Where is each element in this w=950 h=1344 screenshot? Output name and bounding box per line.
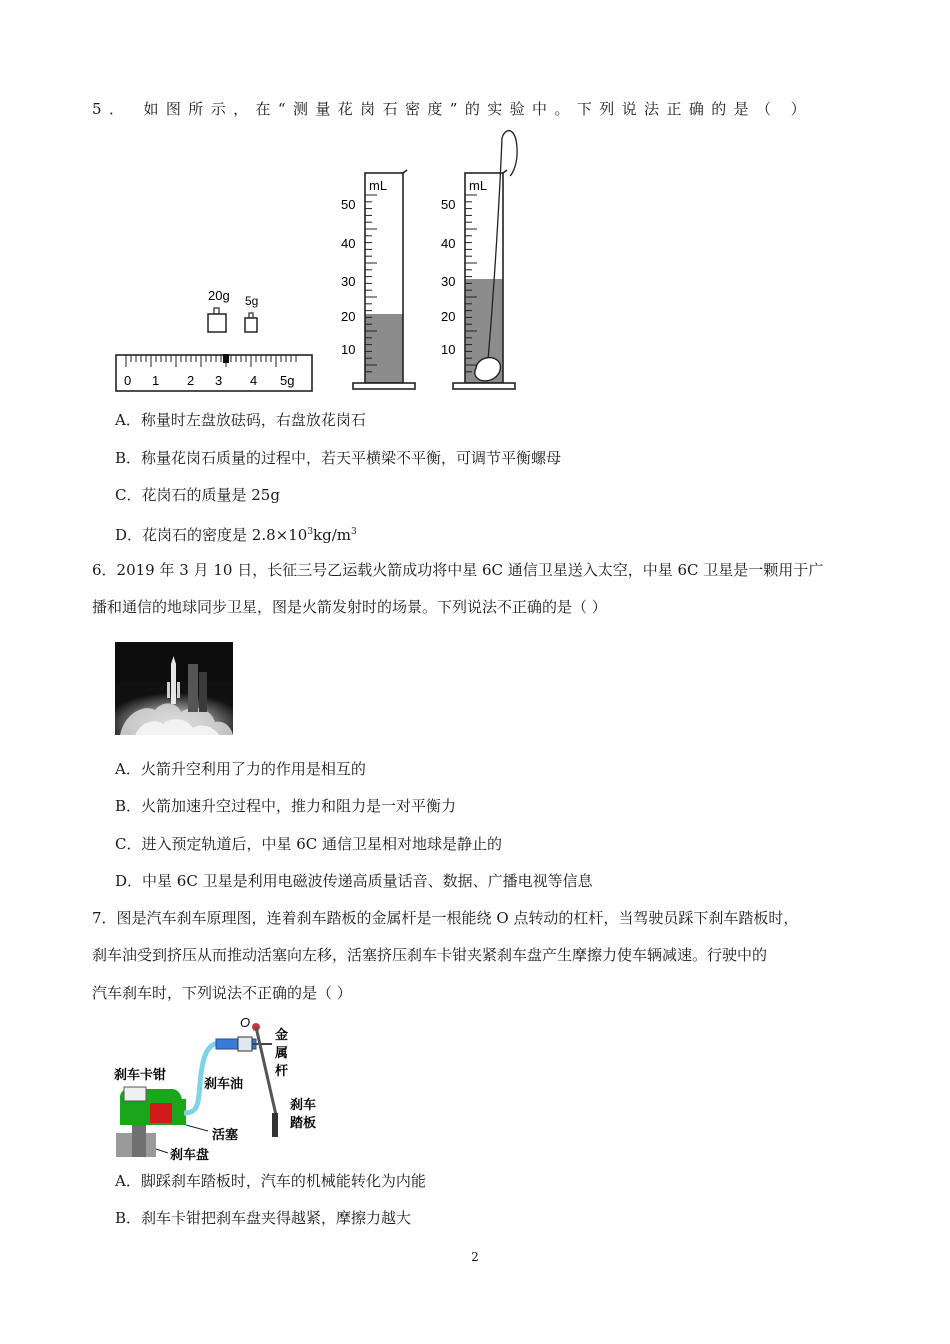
q5-figure — [110, 128, 530, 400]
scale-tick-5g: 5g — [280, 373, 295, 388]
launch-tower — [188, 664, 198, 712]
cyl1-tick-50: 50 — [341, 197, 356, 212]
label-oil: 刹车油 — [204, 1076, 244, 1091]
cyl2-tick-40: 40 — [441, 236, 456, 251]
label-rod-1: 金 — [275, 1027, 289, 1042]
cyl2-tick-30: 30 — [441, 274, 456, 289]
label-pedal-1: 刹车 — [290, 1097, 317, 1112]
q5-option-c: C．花岗石的质量是 25g — [115, 486, 280, 504]
q5-stem: 5． 如图所示，在“测量花岗石密度”的实验中。下列说法正确的是（ ） — [92, 100, 814, 118]
q6-stem-line2: 播和通信的地球同步卫星，图是火箭发射时的场景。下列说法不正确的是（ ） — [92, 598, 607, 616]
cylinder2-unit: mL — [469, 178, 488, 193]
q6-option-d: D．中星 6C 卫星是利用电磁波传递高质量话音、数据、广播电视等信息 — [115, 872, 593, 890]
label-disc: 刹车盘 — [170, 1147, 210, 1162]
q7-stem-line2: 刹车油受到挤压从而推动活塞向左移，活塞挤压刹车卡钳夹紧刹车盘产生摩擦力使车辆减速。行驶中的 — [92, 946, 768, 964]
q7-stem-line3: 汽车刹车时，下列说法不正确的是（ ） — [92, 984, 352, 1002]
cyl2-tick-50: 50 — [441, 197, 456, 212]
cylinder1-unit: mL — [369, 178, 388, 193]
cyl1-tick-10: 10 — [341, 342, 356, 357]
page-number: 2 — [471, 1250, 479, 1264]
q7-option-a: A．脚踩刹车踏板时，汽车的机械能转化为内能 — [115, 1172, 426, 1190]
graduated-cylinder-before — [341, 170, 415, 389]
metal-rod — [256, 1027, 276, 1115]
cyl2-tick-10: 10 — [441, 342, 456, 357]
label-caliper: 刹车卡钳 — [114, 1067, 167, 1082]
q6-stem-line1: 6．2019 年 3 月 10 日，长征三号乙运载火箭成功将中星 6C 通信卫星送入太空，中星 6C 卫星是一颗用于广 — [92, 561, 824, 579]
scale-tick-4: 4 — [250, 373, 258, 388]
weight-20g — [208, 308, 226, 332]
q5-option-a: A．称量时左盘放砝码，右盘放花岗石 — [115, 411, 366, 429]
q6-option-c: C．进入预定轨道后，中星 6C 通信卫星相对地球是静止的 — [115, 835, 503, 853]
piston — [150, 1103, 172, 1123]
label-piston: 活塞 — [212, 1127, 239, 1142]
rocket-launch-photo — [115, 642, 233, 735]
scale-tick-0: 0 — [124, 373, 132, 388]
q6-option-a: A．火箭升空利用了力的作用是相互的 — [115, 760, 366, 778]
q6-option-b: B．火箭加速升空过程中，推力和阻力是一对平衡力 — [115, 797, 457, 815]
cyl1-tick-30: 30 — [341, 274, 356, 289]
label-pedal-2: 踏板 — [290, 1115, 317, 1130]
q7-option-b: B．刹车卡钳把刹车盘夹得越紧，摩擦力越大 — [115, 1209, 412, 1227]
scale-tick-3: 3 — [215, 373, 223, 388]
graduated-cylinder-after — [441, 131, 517, 389]
q5-option-b: B．称量花岗石质量的过程中，若天平横梁不平衡，可调节平衡螺母 — [115, 449, 562, 467]
weight-20g-label: 20g — [208, 288, 230, 303]
label-rod-3: 杆 — [275, 1063, 289, 1078]
label-rod-2: 属 — [275, 1045, 289, 1060]
cyl2-tick-20: 20 — [441, 309, 456, 324]
balance-scale-ruler — [116, 354, 312, 391]
brake-system-figure — [112, 1015, 332, 1163]
weight-5g — [245, 313, 257, 332]
rocket-icon — [171, 664, 176, 704]
weight-5g-label: 5g — [245, 294, 259, 308]
q5-option-d: D．花岗石的密度是 $2.8\times 10^3kg/m^3$ — [115, 526, 357, 544]
q7-stem-line1: 7．图是汽车刹车原理图，连着刹车踏板的金属杆是一根能绕 O 点转动的杠杆，当驾驶员踩下刹车踏板时， — [92, 909, 799, 927]
scale-tick-2: 2 — [187, 373, 195, 388]
cyl1-tick-40: 40 — [341, 236, 356, 251]
label-o: O — [240, 1015, 251, 1030]
brake-pedal — [272, 1113, 278, 1137]
rider-marker — [223, 354, 229, 363]
cyl1-tick-20: 20 — [341, 309, 356, 324]
scale-tick-1: 1 — [152, 373, 160, 388]
